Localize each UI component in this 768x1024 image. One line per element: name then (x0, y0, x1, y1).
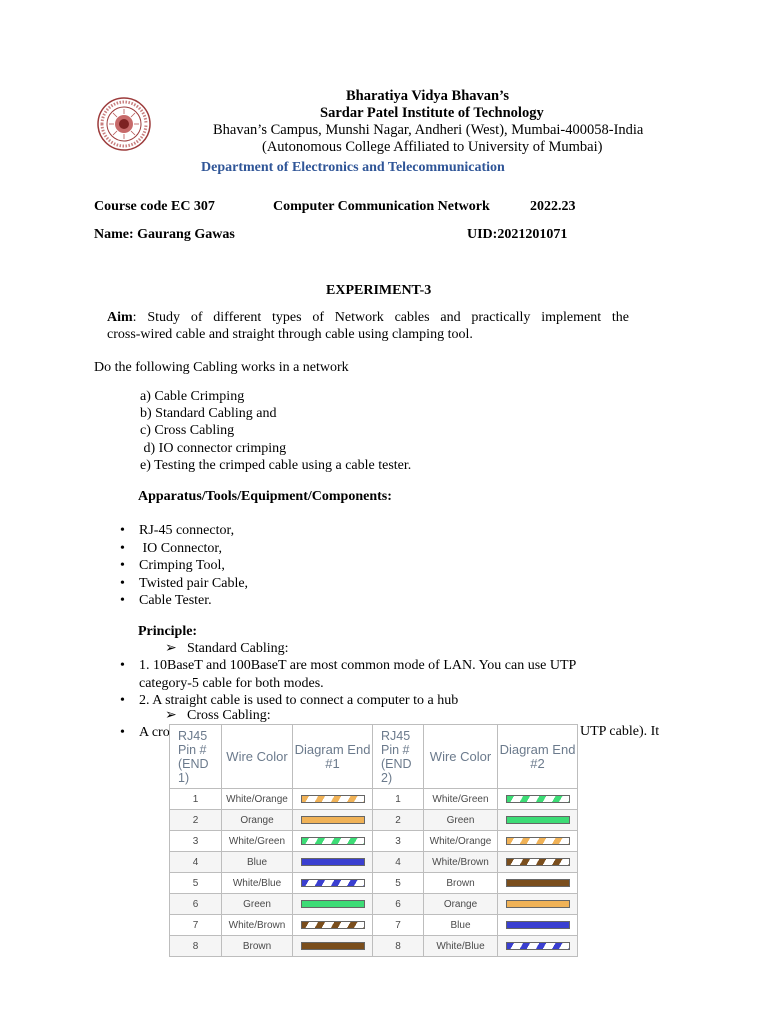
aim-line-1 (107, 310, 629, 326)
aim-line-2: cross-wired cable and straight through cable using clamping tool. (107, 327, 473, 342)
wire-swatch (301, 942, 365, 950)
pin-end1-cell: 6 (170, 894, 222, 915)
diagram-end2-cell (498, 894, 578, 915)
wire-swatch (301, 816, 365, 824)
wire-color-end2-cell: White/Orange (424, 831, 498, 852)
college-logo (96, 96, 152, 152)
cross-cabling-heading (165, 707, 271, 724)
institution-name: Bharatiya Vidya Bhavan’s (346, 88, 510, 104)
course-code: Course code EC 307 (94, 199, 215, 214)
task-item: e) Testing the crimped cable using a cable tester. (140, 457, 412, 473)
pin-end2-cell: 1 (373, 789, 424, 810)
experiment-title: EXPERIMENT-3 (326, 283, 432, 298)
wire-color-end2-cell: Blue (424, 915, 498, 936)
pin-end1-cell: 8 (170, 936, 222, 957)
pin-end1-cell: 3 (170, 831, 222, 852)
header-wire-color-end2: Wire Color (424, 725, 498, 789)
wire-swatch (506, 837, 570, 845)
cross-point-end: UTP cable). It (580, 724, 660, 739)
list-item: • Cable Tester. (113, 592, 248, 610)
wire-swatch (506, 900, 570, 908)
wire-swatch (506, 795, 570, 803)
table-header-row (170, 725, 578, 789)
pin-end2-cell: 3 (373, 831, 424, 852)
diagram-end2-cell (498, 915, 578, 936)
college-address: Bhavan’s Campus, Munshi Nagar, Andheri (West), Mumbai-400058-India (213, 122, 644, 138)
pin-end2-cell: 2 (373, 810, 424, 831)
wire-color-end1-cell: White/Brown (222, 915, 293, 936)
wire-swatch (301, 858, 365, 866)
arrow-bullet-icon: ➢ (165, 641, 177, 656)
task-item: a) Cable Crimping (140, 389, 245, 404)
list-item: • RJ-45 connector, (113, 522, 248, 540)
wire-swatch (506, 816, 570, 824)
wire-swatch (301, 900, 365, 908)
table-row (170, 810, 578, 831)
course-year: 2022.23 (530, 199, 576, 214)
standard-cabling-label: Standard Cabling: (187, 641, 289, 656)
wire-swatch (506, 858, 570, 866)
wire-color-end1-cell: Green (222, 894, 293, 915)
wire-swatch (506, 921, 570, 929)
diagram-end1-cell (293, 789, 373, 810)
student-uid: UID:2021201071 (467, 227, 568, 242)
table-row (170, 831, 578, 852)
header-wire-color-end1: Wire Color (222, 725, 293, 789)
diagram-end2-cell (498, 873, 578, 894)
table-row (170, 894, 578, 915)
wire-color-end2-cell: Brown (424, 873, 498, 894)
pin-end1-cell: 1 (170, 789, 222, 810)
wire-color-end2-cell: White/Green (424, 789, 498, 810)
wire-swatch (506, 879, 570, 887)
pin-end1-cell: 2 (170, 810, 222, 831)
wire-swatch (301, 837, 365, 845)
diagram-end1-cell (293, 894, 373, 915)
aim-label: Aim (107, 310, 133, 325)
pin-end2-cell: 8 (373, 936, 424, 957)
wire-color-end1-cell: Orange (222, 810, 293, 831)
department-name: Department of Electronics and Telecommunication (201, 160, 505, 175)
arrow-bullet-icon: ➢ (165, 708, 177, 723)
aim-text: : Study of different types of Network cables and practically implement the (132, 310, 629, 325)
student-name: Name: Gaurang Gawas (94, 227, 235, 242)
list-item: • Twisted pair Cable, (113, 575, 248, 593)
standard-points (113, 657, 576, 710)
wire-color-end1-cell: White/Green (222, 831, 293, 852)
pin-end1-cell: 5 (170, 873, 222, 894)
task-item: b) Standard Cabling and (140, 406, 277, 422)
pin-end1-cell: 7 (170, 915, 222, 936)
table-row (170, 873, 578, 894)
wire-color-end2-cell: Green (424, 810, 498, 831)
wire-color-end1-cell: White/Blue (222, 873, 293, 894)
task-item: c) Cross Cabling (140, 423, 235, 439)
wire-swatch (301, 921, 365, 929)
header-pin-end2: RJ45 Pin # (END 2) (373, 725, 424, 789)
cross-points (113, 724, 170, 742)
wire-color-end2-cell: White/Brown (424, 852, 498, 873)
diagram-end2-cell (498, 852, 578, 873)
table-row (170, 852, 578, 873)
wire-color-end1-cell: Blue (222, 852, 293, 873)
principle-heading: Principle: (138, 624, 198, 639)
diagram-end1-cell (293, 810, 373, 831)
cross-cabling-label: Cross Cabling: (187, 708, 271, 723)
college-affiliation: (Autonomous College Affiliated to University of Mumbai) (262, 139, 603, 155)
table-row (170, 915, 578, 936)
diagram-end1-cell (293, 852, 373, 873)
diagram-end1-cell (293, 831, 373, 852)
pin-end2-cell: 7 (373, 915, 424, 936)
pin-end2-cell: 4 (373, 852, 424, 873)
list-item: • 2. A straight cable is used to connect a computer to a hub (113, 692, 576, 710)
header-pin-end1: RJ45 Pin # (END 1) (170, 725, 222, 789)
diagram-end1-cell (293, 936, 373, 957)
diagram-end2-cell (498, 831, 578, 852)
apparatus-heading: Apparatus/Tools/Equipment/Components: (138, 489, 392, 504)
diagram-end1-cell (293, 873, 373, 894)
list-item-continued (113, 675, 576, 693)
course-name: Computer Communication Network (273, 199, 490, 214)
table-row (170, 936, 578, 957)
wire-color-end2-cell: Orange (424, 894, 498, 915)
list-item: • IO Connector, (113, 540, 248, 558)
list-item: • 1. 10BaseT and 100BaseT are most common mode of LAN. You can use UTP (113, 657, 576, 675)
wire-color-end1-cell: Brown (222, 936, 293, 957)
diagram-end1-cell (293, 915, 373, 936)
header-diagram-end2: Diagram End #2 (498, 725, 578, 789)
standard-cabling-heading (165, 640, 289, 657)
list-item: • A cro (113, 724, 170, 742)
table-row (170, 789, 578, 810)
college-name: Sardar Patel Institute of Technology (320, 105, 544, 121)
diagram-end2-cell (498, 789, 578, 810)
wire-swatch (301, 795, 365, 803)
rj45-pinout-table (169, 724, 578, 957)
pin-end2-cell: 5 (373, 873, 424, 894)
wire-color-end2-cell: White/Blue (424, 936, 498, 957)
pin-end2-cell: 6 (373, 894, 424, 915)
cabling-intro: Do the following Cabling works in a network (94, 360, 349, 375)
apparatus-list (113, 522, 248, 610)
wire-swatch (506, 942, 570, 950)
wire-swatch (301, 879, 365, 887)
diagram-end2-cell (498, 936, 578, 957)
task-item: d) IO connector crimping (140, 440, 287, 456)
list-item-continuation: category-5 cable for both modes. (139, 675, 324, 691)
wire-color-end1-cell: White/Orange (222, 789, 293, 810)
pin-end1-cell: 4 (170, 852, 222, 873)
task-list (140, 388, 411, 474)
header-diagram-end1: Diagram End #1 (293, 725, 373, 789)
list-item: • Crimping Tool, (113, 557, 248, 575)
diagram-end2-cell (498, 810, 578, 831)
